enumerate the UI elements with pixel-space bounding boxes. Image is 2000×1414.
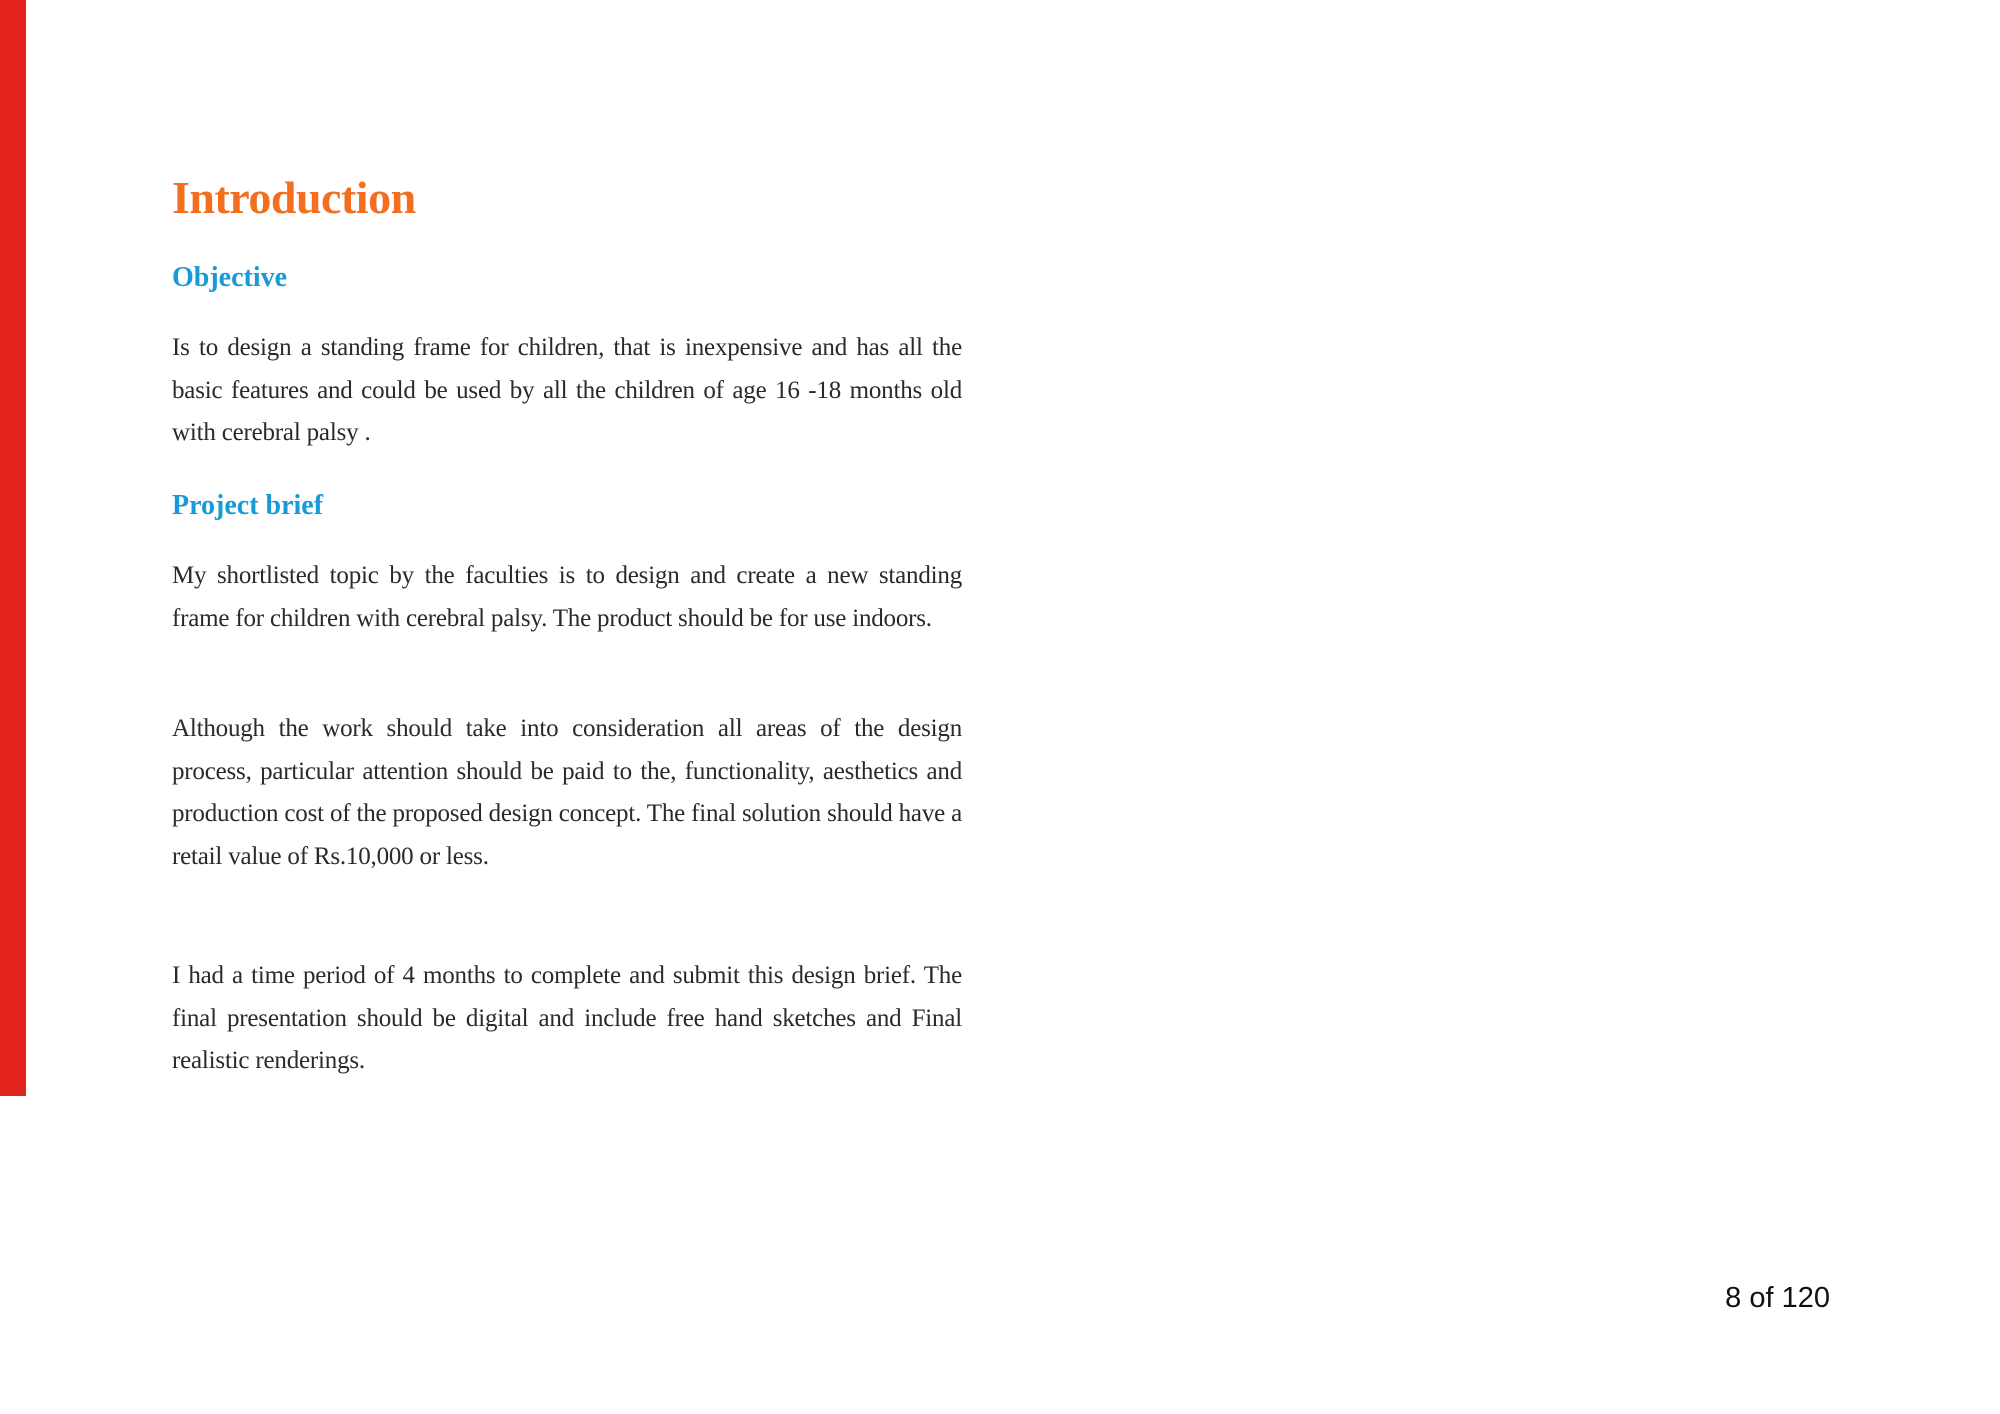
section-heading-objective: Objective [172, 262, 288, 293]
page-title: Introduction [172, 172, 416, 223]
project-brief-paragraph-3: I had a time period of 4 months to complete and submit this design brief. The final presentation should be digital and include free hand sketches and Final realistic renderings. [172, 962, 962, 1074]
left-accent-bar [0, 0, 26, 1096]
project-brief-paragraph-2: Although the work should take into consideration all areas of the design process, particular attention should be paid to the, functionality, aesthetics and production cost of the proposed design concept. The final solution should have a retail value of Rs.10,000 or less. [172, 715, 962, 870]
project-brief-paragraph-1: My shortlisted topic by the faculties is to design and create a new standing frame for children with cerebral palsy. The product should be for use indoors. [172, 562, 962, 632]
section-heading-project-brief: Project brief [172, 490, 324, 521]
page-number: 8 of 120 [1725, 1282, 1830, 1314]
objective-paragraph: Is to design a standing frame for children, that is inexpensive and has all the basic features and could be used by all the children of age 16 -18 months old with cerebral palsy . [172, 334, 962, 446]
